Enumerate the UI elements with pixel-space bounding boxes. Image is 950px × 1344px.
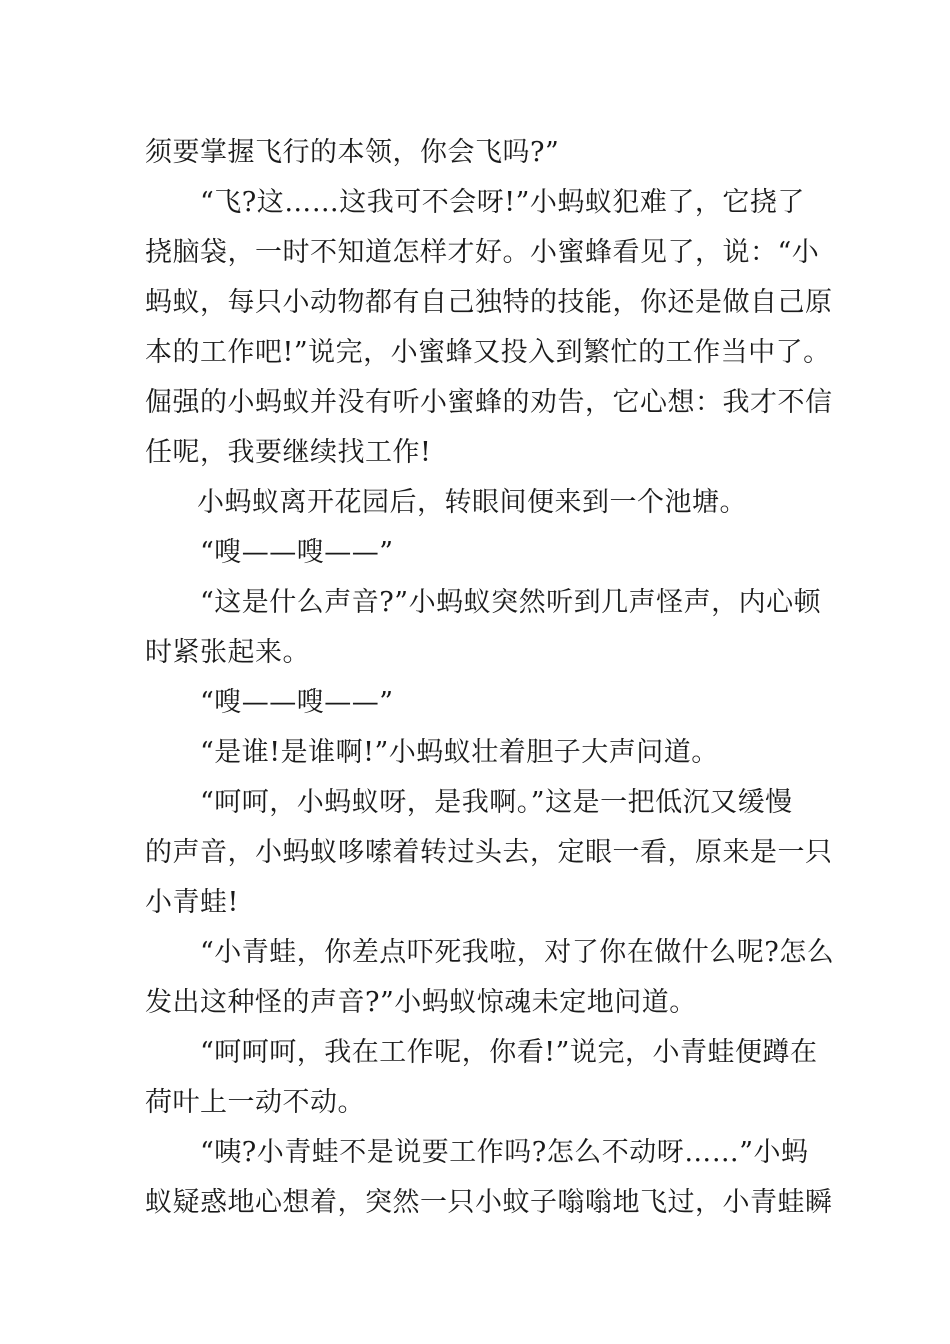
text-line: 荷叶上一动不动。 — [145, 1087, 365, 1118]
paragraph-start-line: “是谁!是谁啊!”小蚂蚁壮着胆子大声问道。 — [200, 737, 719, 768]
text-line: 任呢，我要继续找工作! — [145, 437, 432, 468]
paragraph-start-line: “飞?这……这我可不会呀!”小蚂蚁犯难了，它挠了 — [200, 187, 805, 218]
text-line: 的声音，小蚂蚁哆嗦着转过头去，定眼一看，原来是一只 — [145, 837, 833, 868]
text-line: 本的工作吧!”说完，小蜜蜂又投入到繁忙的工作当中了。 — [145, 337, 831, 368]
text-line: 蚂蚁，每只小动物都有自己独特的技能，你还是做自己原 — [145, 287, 833, 318]
text-line: 挠脑袋，一时不知道怎样才好。小蜜蜂看见了，说：“小 — [145, 237, 820, 268]
paragraph-start-line: “嗖——嗖——” — [200, 687, 394, 718]
paragraph-start-line: “小青蛙，你差点吓死我啦，对了你在做什么呢?怎么 — [200, 937, 835, 968]
text-line: 发出这种怪的声音?”小蚂蚁惊魂未定地问道。 — [145, 987, 697, 1018]
paragraph-start-line: “这是什么声音?”小蚂蚁突然听到几声怪声，内心顿 — [200, 587, 822, 618]
text-line: 时紧张起来。 — [145, 637, 310, 668]
paragraph-start-line: 小蚂蚁离开花园后，转眼间便来到一个池塘。 — [197, 487, 747, 518]
paragraph-start-line: “呵呵，小蚂蚁呀，是我啊。”这是一把低沉又缓慢 — [200, 787, 793, 818]
paragraph-start-line: “呵呵呵，我在工作呢，你看!”说完，小青蛙便蹲在 — [200, 1037, 818, 1068]
document-body — [145, 128, 835, 1228]
paragraph-start-line: “咦?小青蛙不是说要工作吗?怎么不动呀……”小蚂 — [200, 1137, 809, 1168]
text-line: 倔强的小蚂蚁并没有听小蜜蜂的劝告，它心想：我才不信 — [145, 387, 833, 418]
text-line: 蚁疑惑地心想着，突然一只小蚊子嗡嗡地飞过，小青蛙瞬 — [145, 1187, 833, 1218]
paragraph-start-line: “嗖——嗖——” — [200, 537, 394, 568]
text-line: 须要掌握飞行的本领，你会飞吗?” — [145, 137, 560, 168]
text-line: 小青蛙! — [145, 887, 239, 918]
